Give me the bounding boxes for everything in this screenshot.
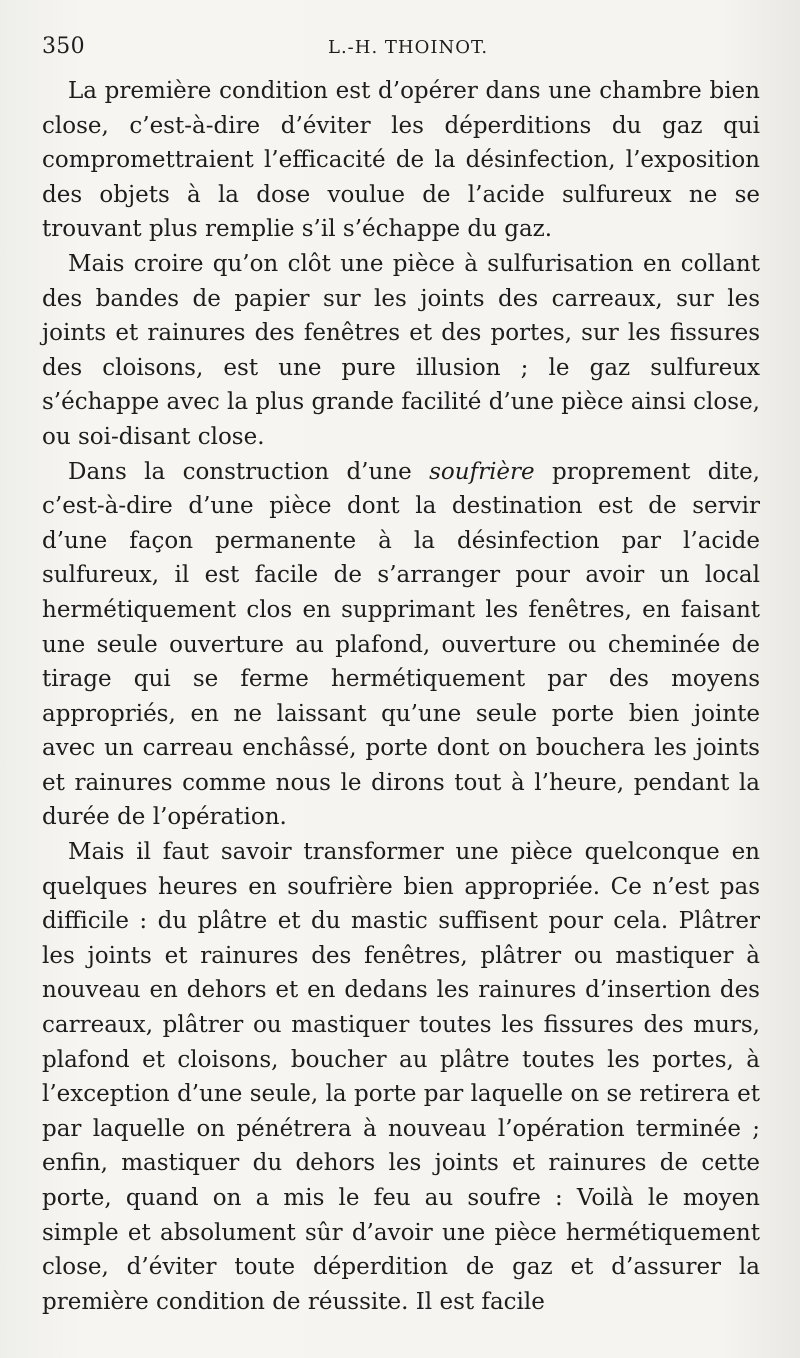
paragraph-3-text-before: Dans la construction d’une (68, 458, 430, 485)
page-number: 350 (42, 34, 85, 59)
paragraph-3-emphasis: soufrière (429, 458, 535, 485)
body-text (42, 74, 760, 1319)
paragraph-1: La première condition est d’opérer dans une chambre bien close, c’est-à-dire d’éviter les déperditions du gaz qui compromettraient l’efficacité de la désinfection, l’exposition des objets à la dose voulue de l’acide sulfureux ne se trouvant plus remplie s’il s’échappe du gaz. (42, 78, 760, 243)
running-head: L.-H. THOINOT. (328, 37, 489, 58)
page-header (42, 34, 760, 74)
paragraph-2: Mais croire qu’on clôt une pièce à sulfurisation en collant des bandes de papier sur les joints des carreaux, sur les joints et rainures des fenêtres et des portes, sur les fissures des cloisons, est une pure illusion ; le gaz sulfureux s’échappe avec la plus grande facilité d’une pièce ainsi close, ou soi-disant close. (42, 250, 760, 450)
paragraph-3 (42, 455, 760, 836)
paragraph-3-text-after: proprement dite, c’est-à-dire d’une pièce dont la destination est de servir d’une façon permanente à la désinfection par l’acide sulfureux, il est facile de s’arranger pour avoir un local hermétiquement clos en supprimant les fenêtres, en faisant une seule ouverture au plafond, ouverture ou cheminée de tirage qui se ferme hermétiquement par des moyens appropriés, en ne laissant qu’une seule porte bien jointe avec un carreau enchâssé, porte dont on bouchera les joints et rainures comme nous le dirons tout à l’heure, pendant la durée de l’opération. (42, 458, 760, 831)
paragraph-4: Mais il faut savoir transformer une pièce quelconque en quelques heures en soufrière bien appropriée. Ce n’est pas difficile : du plâtre et du mastic suffisent pour cela. Plâtrer les joints et rainures des fenêtres, plâtrer ou mastiquer à nouveau en dehors et en dedans les rainures d’insertion des carreaux, plâtrer ou mastiquer toutes les fissures des murs, plafond et cloisons, boucher au plâtre toutes les portes, à l’exception d’une seule, la porte par laquelle on se retirera et par laquelle on pénétrera à nouveau l’opération terminée ; enfin, mastiquer du dehors les joints et rainures de cette porte, quand on a mis le feu au soufre : Voilà le moyen simple et absolument sûr d’avoir une pièce hermétiquement close, d’éviter toute déperdition de gaz et d’assurer la première condition de réussite. Il est facile (42, 839, 760, 1315)
